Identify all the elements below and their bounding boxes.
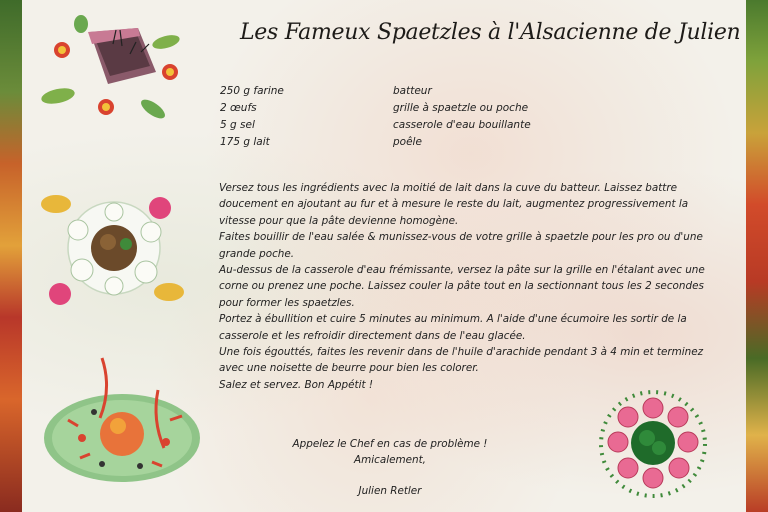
recipe-steps xyxy=(219,180,705,393)
meatball-plate-illustration xyxy=(36,190,196,308)
beet-icon xyxy=(149,197,171,219)
recipe-step: Portez à ébullition et cuire 5 minutes au minimum. A l'aide d'une écumoire les sortir de la casserole et les refroidir directement dans de l'eau glacée. xyxy=(219,313,687,342)
vegetable-border-left xyxy=(0,0,22,512)
recipe-step: Salez et servez. Bon Appétit ! xyxy=(219,378,374,391)
tartare-icon xyxy=(100,412,144,456)
ingredient-item: 175 g lait xyxy=(220,136,270,148)
equipment-item: casserole d'eau bouillante xyxy=(393,119,531,131)
signoff xyxy=(290,436,490,499)
recipe-title: Les Fameux Spaetzles à l'Alsacienne de Julien xyxy=(240,20,741,45)
beet-flower-plate-illustration xyxy=(595,386,715,506)
ingredients-list xyxy=(220,83,284,151)
saffron-rice-icon xyxy=(41,195,71,213)
tuna-plate-illustration xyxy=(38,14,188,124)
beet-icon xyxy=(49,283,71,305)
vegetable-border-right xyxy=(746,0,768,512)
ingredient-item: 5 g sel xyxy=(220,119,255,131)
recipe-step: Faites bouillir de l'eau salée & munissez-vous de votre grille à spaetzle pour les pro ou d'une grande poche. xyxy=(219,231,703,260)
signoff-message: Appelez le Chef en cas de problème ! xyxy=(292,438,488,450)
basil-leaf-icon xyxy=(74,15,88,33)
saffron-rice-icon xyxy=(154,283,184,301)
tartare-plate-illustration xyxy=(40,350,210,482)
equipment-list xyxy=(393,83,531,151)
ingredient-item: 250 g farine xyxy=(220,85,284,97)
basil-leaf-icon xyxy=(40,86,76,107)
chef-signature: Julien Retler xyxy=(358,485,422,497)
equipment-item: grille à spaetzle ou poche xyxy=(393,102,529,114)
equipment-item: batteur xyxy=(393,85,432,97)
recipe-step: Versez tous les ingrédients avec la moitié de lait dans la cuve du batteur. Laissez battre doucement en ajoutant au fur et à mesure le reste du lait, augmentez progressivement la vitesse pour que la pâte devienne homogène. xyxy=(219,182,689,227)
signoff-greeting: Amicalement, xyxy=(354,454,426,466)
ingredient-item: 2 œufs xyxy=(220,102,257,114)
basil-leaf-icon xyxy=(138,96,168,122)
recipe-step: Au-dessus de la casserole d'eau frémissante, versez la pâte sur la grille en l'étalant avec une corne ou prenez une poche. Laissez couler la pâte tout en la sectionnant tous les 2 secondes pour former les spaetzles. xyxy=(219,264,705,309)
basil-leaf-icon xyxy=(151,33,181,52)
recipe-step: Une fois égouttés, faites les revenir dans de l'huile d'arachide pendant 3 à 4 min et terminez avec une noisette de beurre pour bien les colorer. xyxy=(219,346,704,375)
equipment-item: poêle xyxy=(393,136,422,148)
